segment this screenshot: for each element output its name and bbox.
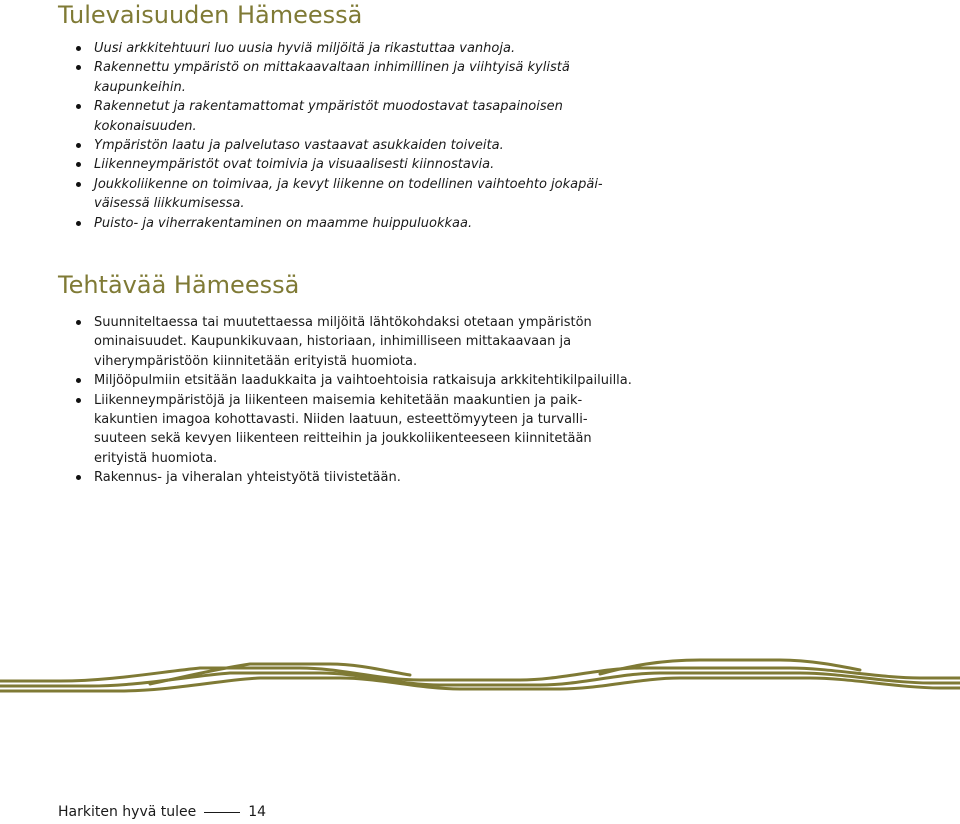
bullet-icon [76, 320, 81, 325]
bullet-text-line: väisessä liikkumisessa. [94, 196, 245, 212]
bullet-icon [76, 104, 81, 109]
bullet-text-line: Rakennettu ympäristö on mittakaavaltaan inhimillinen ja viihtyisä kylistä [94, 60, 570, 76]
bullet-icon [76, 182, 81, 187]
bullet-text-line: erityistä huomiota. [94, 450, 218, 466]
footer-dash [204, 812, 240, 813]
vision-bullet-list [94, 39, 603, 233]
bullet-text-line: kaupunkeihin. [94, 79, 186, 95]
page-footer [58, 803, 266, 821]
bullet-text-line: Uusi arkkitehtuuri luo uusia hyviä miljöitä ja rikastuttaa vanhoja. [94, 41, 516, 56]
list-item [94, 468, 632, 487]
list-item [94, 313, 632, 371]
list-item [94, 97, 603, 136]
section-title-tehtavaa: Tehtävää Hämeessä [58, 271, 300, 299]
list-item [94, 136, 603, 155]
list-item [94, 39, 603, 58]
bullet-text-line: Puisto- ja viherrakentaminen on maamme huippuluokkaa. [94, 215, 473, 231]
bullet-text-line: Miljööpulmiin etsitään laadukkaita ja vaihtoehtoisia ratkaisuja arkkitehtikilpailuilla. [94, 373, 632, 389]
bullet-text-line: Liikenneympäristöt ovat toimivia ja visuaalisesti kiinnostavia. [94, 157, 495, 173]
tasks-bullet-list [94, 313, 632, 488]
bullet-text-line: kakuntien imagoa kohottavasti. Niiden laatuun, esteettömyyteen ja turvalli- [94, 412, 588, 428]
bullet-icon [76, 398, 81, 403]
bullet-icon [76, 475, 81, 480]
bullet-icon [76, 65, 81, 70]
list-item [94, 155, 603, 174]
bullet-text-line: Suunniteltaessa tai muutettaessa miljöitä lähtökohdaksi otetaan ympäristön [94, 315, 592, 330]
bullet-text-line: Liikenneympäristöjä ja liikenteen maisemia kehitetään maakuntien ja paik- [94, 392, 583, 408]
list-item [94, 58, 603, 97]
bullet-icon [76, 378, 81, 383]
list-item [94, 214, 603, 233]
bullet-icon [76, 221, 81, 226]
bullet-text-line: kokonaisuuden. [94, 118, 197, 134]
footer-title: Harkiten hyvä tulee [58, 804, 197, 820]
route-lines-graphic [0, 640, 960, 700]
bullet-icon [76, 162, 81, 167]
list-item [94, 175, 603, 214]
bullet-icon [76, 143, 81, 148]
bullet-text-line: Ympäristön laatu ja palvelutaso vastaavat asukkaiden toiveita. [94, 138, 504, 154]
bullet-icon [76, 46, 81, 51]
section-title-tulevaisuuden: Tulevaisuuden Hämeessä [58, 1, 363, 29]
page-number: 14 [248, 804, 267, 820]
bullet-text-line: viherympäristöön kiinnitetään erityistä huomiota. [94, 353, 418, 369]
bullet-text-line: Rakennetut ja rakentamattomat ympäristöt muodostavat tasapainoisen [94, 99, 563, 115]
bullet-text-line: suuteen sekä kevyen liikenteen reitteihin ja joukkoliikenteeseen kiinnitetään [94, 431, 592, 447]
bullet-text-line: Joukkoliikenne on toimivaa, ja kevyt liikenne on todellinen vaihtoehto jokapäi- [94, 176, 603, 192]
list-item [94, 391, 632, 469]
bullet-text-line: Rakennus- ja viheralan yhteistyötä tiivistetään. [94, 470, 401, 486]
bullet-text-line: ominaisuudet. Kaupunkikuvaan, historiaan, inhimilliseen mittakaavaan ja [94, 334, 572, 350]
list-item [94, 371, 632, 390]
